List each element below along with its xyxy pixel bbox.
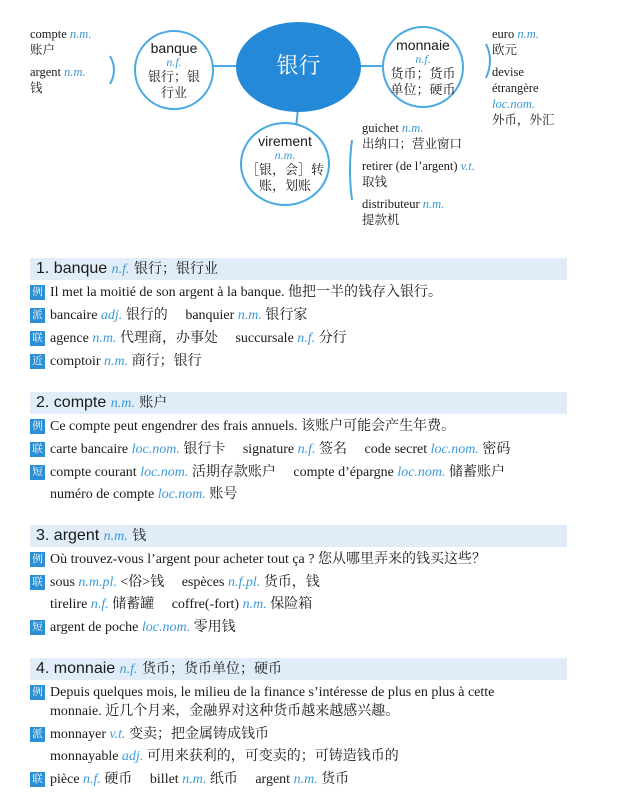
tag-example: 例 [30,285,45,300]
tag-linked: 联 [30,575,45,590]
section-heading: 2. compte n.m. 账户 [30,392,567,414]
example-row: 例 Il met la moitié de son argent à la banque. 他把一半的钱存入银行。 [30,282,567,303]
tag-derived: 派 [30,308,45,323]
tag-example: 例 [30,419,45,434]
map-word-distributeur: distributeur n.m. 提款机 [362,197,445,227]
section-heading: 4. monnaie n.f. 货币；货币单位；硬币 [30,658,567,680]
tag-near: 近 [30,354,45,369]
linked-row: 联 sous n.m.pl. <俗>钱 espèces n.f.pl. 货币，钱 [30,572,567,593]
example-row: 例 Ce compte peut engendrer des frais annuels. 该账户可能会产生年费。 [30,416,567,437]
map-bubble-banque: banque n.f. 银行；银 行业 [134,30,214,110]
derived-row: 派 monnayer v.t. 变卖；把金属铸成钱币 [30,724,567,745]
near-row: 近 comptoir n.m. 商行；银行 [30,351,567,372]
phrase-row: 短 compte courant loc.nom. 活期存款账户 compte d’épargne loc.nom. 储蓄账户 [30,462,567,483]
section-heading: 3. argent n.m. 钱 [30,525,567,547]
phrase-row-cont: numéro de compte loc.nom. 账号 [50,487,238,502]
tag-example: 例 [30,685,45,700]
map-bubble-monnaie: monnaie n.f. 货币；货币 单位；硬币 [382,26,464,108]
tag-derived: 派 [30,727,45,742]
linked-row: 联 pièce n.f. 硬币 billet n.m. 纸币 argent n.m. 货币 [30,769,567,790]
example-row: 例 Depuis quelques mois, le milieu de la finance s’intéresse de plus en plus à cette [30,682,567,703]
section-heading: 1. banque n.f. 银行；银行业 [30,258,567,280]
section-monnaie [30,658,567,790]
linked-row-cont: tirelire n.f. 储蓄罐 coffre(-fort) n.m. 保险箱 [50,597,313,612]
map-word-retirer: retirer (de l’argent) v.t. 取钱 [362,159,476,189]
map-bubble-virement: virement n.m. ［银，会］转 账，划账 [240,122,330,206]
tag-linked: 联 [30,442,45,457]
section-compte [30,392,567,505]
example-row: 例 Où trouvez-vous l’argent pour acheter tout ça ? 您从哪里弄来的钱买这些？ [30,549,567,570]
tag-example: 例 [30,552,45,567]
phrase-row: 短 argent de poche loc.nom. 零用钱 [30,617,567,638]
map-word-euro: euro n.m. 欧元 [492,27,539,57]
tag-phrase: 短 [30,620,45,635]
tag-linked: 联 [30,772,45,787]
derived-row-cont: monnayable adj. 可用来获利的，可变卖的；可铸造钱币的 [50,749,399,764]
tag-phrase: 短 [30,465,45,480]
example-row-cont: monnaie. 近几个月来，金融界对这种货币越来越感兴趣。 [50,704,400,719]
derived-row: 派 bancaire adj. 银行的 banquier n.m. 银行家 [30,305,567,326]
map-center: 银行 [236,22,361,112]
linked-row: 联 agence n.m. 代理商，办事处 succursale n.f. 分行 [30,328,567,349]
section-banque [30,258,567,372]
map-word-devise: devise étrangère loc.nom. 外币，外汇 [492,65,555,127]
tag-linked: 联 [30,331,45,346]
map-word-argent: argent n.m. 钱 [30,65,86,95]
section-argent [30,525,567,638]
linked-row: 联 carte bancaire loc.nom. 银行卡 signature n.f. 签名 code secret loc.nom. 密码 [30,439,567,460]
map-word-compte: compte n.m. 账户 [30,27,92,57]
map-word-guichet: guichet n.m. 出纳口；营业窗口 [362,121,463,151]
